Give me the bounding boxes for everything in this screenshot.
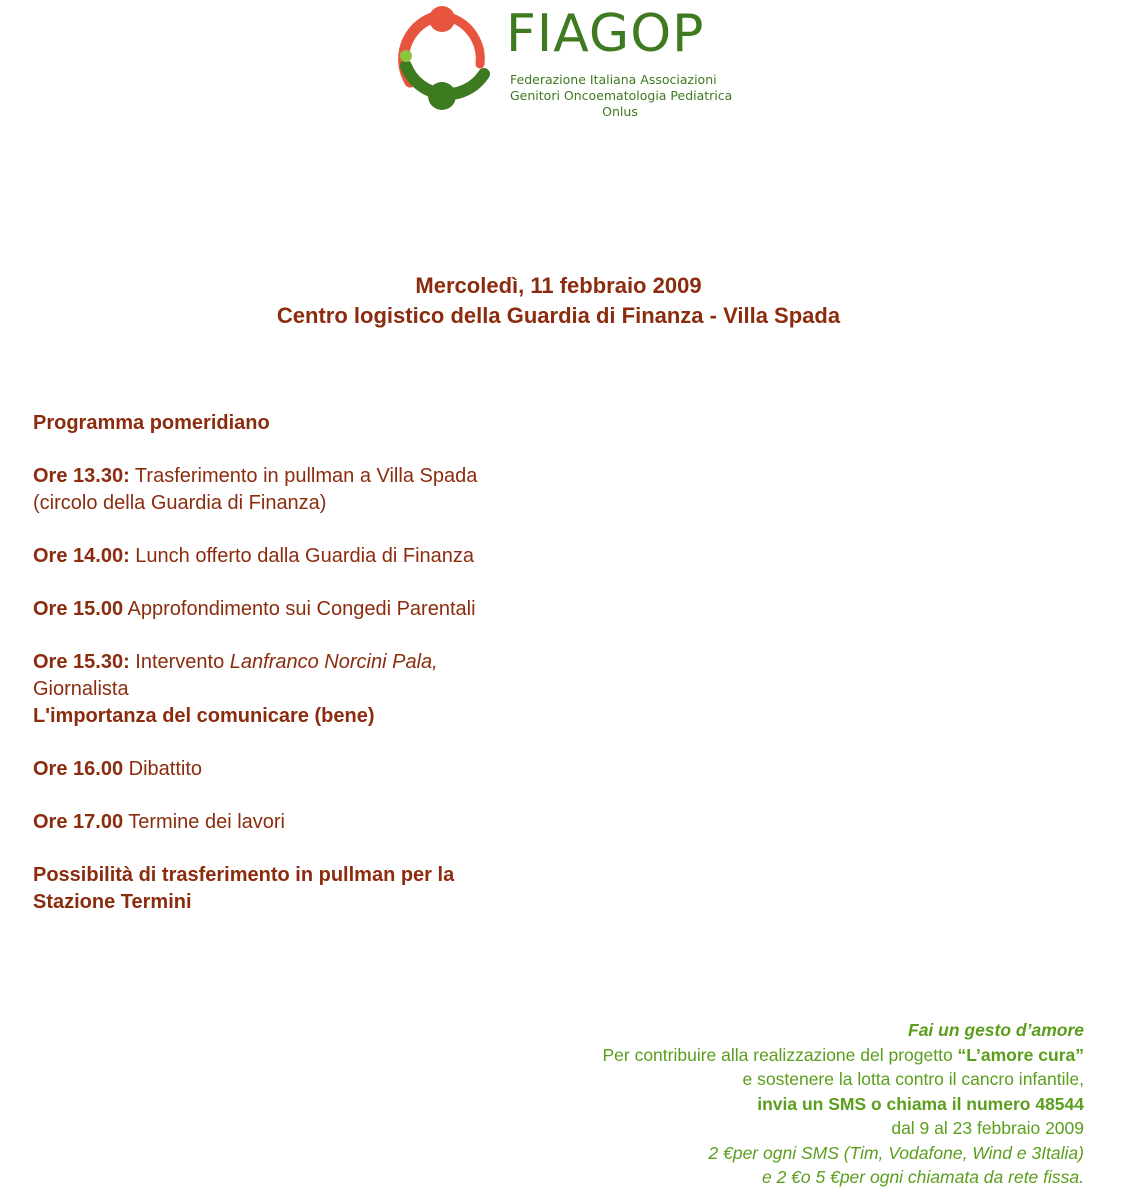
logo-name: FIAGOP (506, 4, 705, 64)
logo-subtitle (510, 72, 733, 120)
project-name: “L’amore cura” (957, 1044, 1084, 1065)
program-item-text: Approfondimento sui Congedi Parentali (123, 598, 476, 620)
event-venue: Centro logistico della Guardia di Finanza - Villa Spada (276, 303, 841, 328)
program-item-text: Intervento (129, 651, 230, 673)
donation-sms-number: invia un SMS o chiama il numero 48544 (757, 1093, 1084, 1114)
program-section (33, 410, 513, 916)
donation-box (444, 1018, 1084, 1190)
closing-note: Possibilità di trasferimento in pullman per la Stazione Termini (33, 864, 455, 913)
donation-line2: e sostenere la lotta contro il cancro infantile, (742, 1069, 1084, 1089)
donation-sms-cost: 2 €per ogni SMS (Tim, Vodafone, Wind e 3Italia) (708, 1142, 1084, 1163)
program-item (33, 649, 513, 730)
donation-line1 (444, 1043, 1084, 1068)
logo-subtitle-line1: Federazione Italiana Associazioni (510, 72, 717, 87)
program-item-text: Trasferimento in pullman a Villa Spada (circolo della Guardia di Finanza) (33, 465, 478, 514)
program-item-time: Ore 16.00 (33, 758, 124, 780)
program-item-time: Ore 13.30: (33, 465, 130, 487)
program-item-time: Ore 15.00 (33, 598, 124, 620)
logo-subtitle-line3: Onlus (602, 104, 638, 119)
speaker-role: Giornalista (33, 678, 129, 700)
program-item (33, 809, 513, 836)
event-date: Mercoledì, 11 febbraio 2009 (415, 273, 702, 298)
program-item-time: Ore 14.00: (33, 545, 130, 567)
donation-dates: dal 9 al 23 febbraio 2009 (891, 1118, 1084, 1138)
fiagop-logo-mark-icon (392, 4, 502, 116)
program-item-text: Termine dei lavori (123, 811, 286, 833)
fiagop-logo (392, 4, 732, 124)
program-item (33, 596, 513, 623)
event-header (0, 271, 1117, 331)
program-item-time: Ore 15.30: (33, 651, 130, 673)
program-title: Programma pomeridiano (33, 412, 270, 434)
program-item (33, 463, 513, 517)
speaker-name: Lanfranco Norcini Pala, (229, 651, 438, 673)
donation-headline: Fai un gesto d’amore (908, 1020, 1084, 1040)
donation-line1-text: Per contribuire alla realizzazione del progetto (602, 1044, 958, 1065)
program-item-text: Dibattito (123, 758, 203, 780)
donation-call-cost: e 2 €o 5 €per ogni chiamata da rete fissa. (761, 1167, 1084, 1187)
talk-title: L'importanza del comunicare (bene) (33, 705, 375, 727)
program-item-time: Ore 17.00 (33, 811, 124, 833)
program-item (33, 756, 513, 783)
program-item-text: Lunch offerto dalla Guardia di Finanza (129, 545, 475, 567)
program-item (33, 543, 513, 570)
logo-subtitle-line2: Genitori Oncoematologia Pediatrica (510, 88, 733, 103)
